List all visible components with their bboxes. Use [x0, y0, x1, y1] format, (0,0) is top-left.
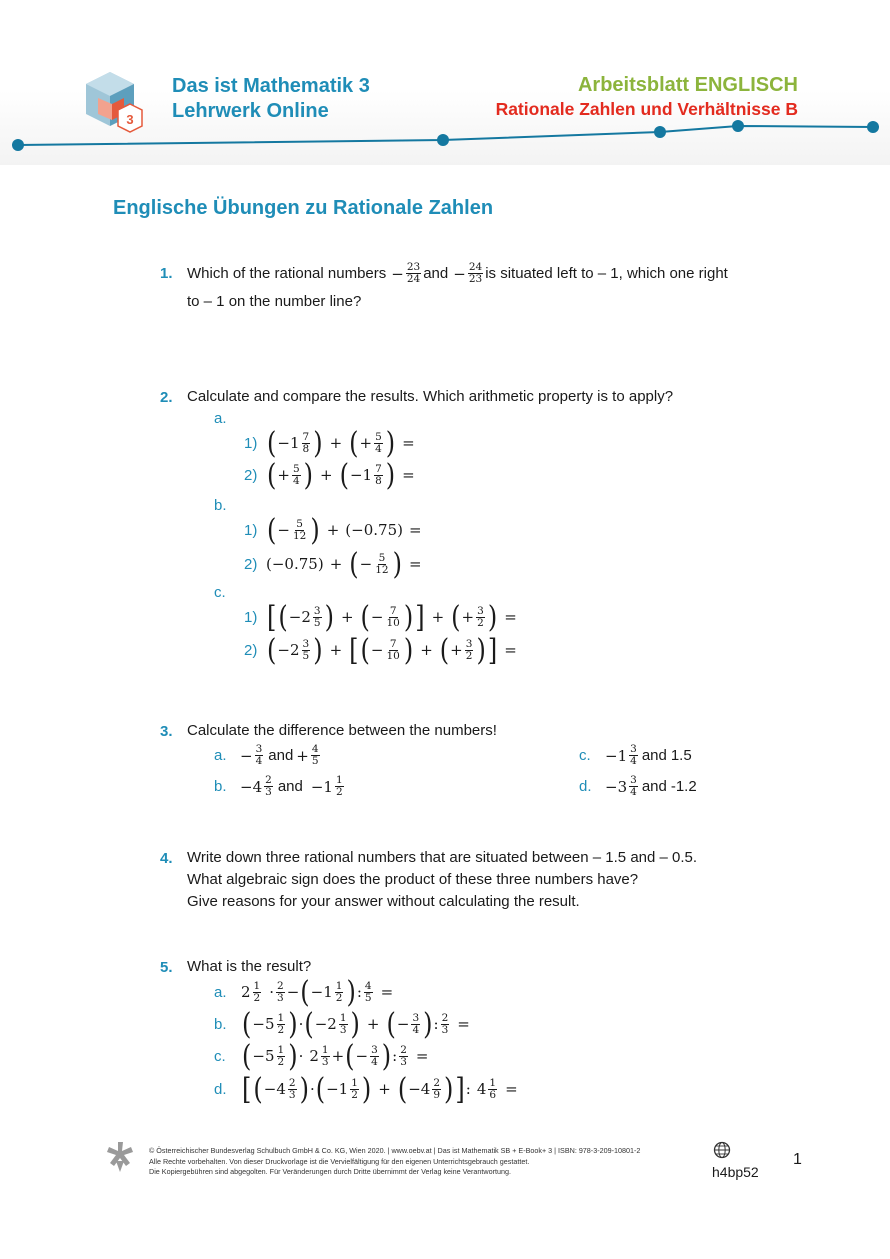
sub-label: d. [579, 778, 592, 795]
math-expression: ( − $\frac{5}{12}$ ) + ( −0.75 ) = [267, 512, 422, 548]
math-expression: ( −0.75 ) + ( − $\frac{5}{12}$ ) = [266, 546, 422, 582]
operator: + [366, 1015, 380, 1033]
numerator: 3 [630, 774, 637, 786]
worksheet-topic: Rationale Zahlen und Verhältnisse B [495, 99, 798, 119]
task-4-line3: Give reasons for your answer without calculating the result. [187, 893, 580, 910]
numerator: 1 [321, 1043, 329, 1056]
denominator: 2 [477, 616, 484, 629]
task-3c [579, 744, 692, 767]
fraction [468, 262, 483, 285]
task-4-line2: What algebraic sign does the product of these three numbers have? [187, 871, 639, 888]
equals-sign: = [402, 434, 415, 452]
denominator: 2 [277, 1023, 285, 1036]
whole-number: −5 [252, 1015, 275, 1033]
whole-number: −3 [605, 777, 628, 796]
fraction [629, 775, 638, 798]
copyright-line: © Österreichischer Bundesverlag Schulbuch GmbH & Co. KG, Wien 2020. | www.oebv.at | Das ist Mathematik SB + E-Book+ 3 | ISBN: 978-3-209-10801-2 [149, 1146, 641, 1155]
operator: + [329, 434, 343, 452]
denominator: 5 [364, 991, 372, 1004]
fraction [385, 606, 400, 629]
denominator: 10 [386, 649, 400, 662]
sign: − [370, 641, 384, 659]
operator: + [320, 466, 333, 484]
globe-icon[interactable] [713, 1141, 733, 1161]
numerator: 3 [477, 604, 484, 617]
task-5c [214, 1038, 429, 1074]
equals-sign: = [408, 521, 422, 539]
copyright-line: Alle Rechte vorbehalten. Von dieser Druckvorlage ist die Vervielfältigung für den eigenen Unterrichtsgebrauch gestattet. [149, 1156, 530, 1166]
equals-sign: = [504, 608, 517, 626]
fraction [370, 1045, 379, 1068]
whole-number: −4 [263, 1080, 286, 1098]
operator: · [269, 983, 275, 1001]
decimal-number: −0.75 [271, 555, 318, 573]
sign: − [355, 1047, 369, 1065]
whole-number: −2 [277, 641, 300, 659]
math-expression: 2 $\frac{1}{2}$ · $\frac{2}{3}$ − ( −1 $\frac{1}{2}$ ) : $\frac{4}{5}$ = [241, 974, 394, 1010]
denominator: 12 [292, 529, 307, 542]
task-5b [214, 1006, 470, 1042]
task-5-heading [160, 956, 311, 978]
equals-sign: = [457, 1015, 470, 1033]
task-text: Calculate and compare the results. Which arithmetic property is to apply? [187, 388, 674, 405]
expression-2b1 [244, 512, 422, 548]
sign: + [277, 466, 290, 484]
timeline-dot [12, 139, 24, 151]
sign: − [240, 746, 253, 765]
fraction [374, 432, 383, 455]
task-3-heading [160, 720, 497, 742]
operator: · [298, 1015, 304, 1033]
fraction [339, 1013, 348, 1036]
item-label: 2) [244, 555, 258, 573]
numerator: 2 [433, 1076, 441, 1089]
task-1-line1 [160, 262, 728, 285]
sub-label: b. [214, 1015, 227, 1033]
sign: − [370, 608, 384, 626]
operator: : [392, 1047, 398, 1065]
numerator: 1 [351, 1076, 358, 1089]
task-text: Which of the rational numbers [187, 264, 387, 282]
fraction [313, 606, 322, 629]
denominator: 2 [253, 991, 261, 1004]
denominator: 3 [321, 1055, 329, 1068]
equals-sign: = [380, 983, 394, 1001]
item-label: 1) [244, 521, 258, 539]
equals-sign: = [504, 641, 517, 659]
fraction [335, 981, 344, 1004]
fraction [302, 639, 311, 662]
denominator: 2 [335, 991, 343, 1004]
whole-number: −1 [310, 983, 333, 1001]
task-number: 2. [160, 388, 173, 406]
and-word: and [641, 777, 667, 795]
math-expression [296, 744, 321, 767]
math-expression: ( −5 $\frac{1}{2}$ ) · ( −2 $\frac{1}{3}$ ) + ( − $\frac{3}{4}$ ) : $\frac{2}{3}$ = [242, 1006, 470, 1042]
fraction [411, 1013, 420, 1036]
task-3a [214, 744, 322, 767]
numerator: 7 [375, 462, 382, 475]
expression-2b2 [244, 546, 422, 582]
numerator: 1 [253, 979, 261, 992]
whole-number: −1 [349, 466, 373, 484]
fraction [399, 1045, 408, 1068]
fraction [277, 1013, 286, 1036]
denominator: 3 [400, 1055, 407, 1068]
item-label: 1) [244, 434, 258, 452]
operator: + [431, 608, 445, 626]
value: -1.2 [670, 777, 697, 795]
operator: + [326, 521, 340, 539]
sign: − [359, 555, 373, 573]
expression-2c1 [244, 599, 517, 635]
and-word: and [268, 746, 294, 764]
math-expression: ( −5 $\frac{1}{2}$ ) · 2 $\frac{1}{3}$ + ( − $\frac{3}{4}$ ) : $\frac{2}{3}$ = [242, 1038, 429, 1074]
denominator: 4 [630, 755, 637, 767]
task-2-heading [160, 386, 673, 408]
numerator: 3 [465, 637, 473, 650]
operator: + [329, 555, 343, 573]
fraction [277, 1045, 286, 1068]
sub-label: c. [579, 747, 591, 764]
sign: − [277, 521, 290, 539]
numerator: 2 [277, 979, 284, 992]
numerator: 5 [296, 517, 303, 530]
task-number: 1. [160, 265, 173, 282]
denominator: 5 [302, 649, 310, 662]
numerator: 7 [389, 604, 397, 617]
task-number: 4. [160, 849, 173, 867]
numerator: 3 [412, 1011, 420, 1024]
task-text: Calculate the difference between the numbers! [187, 722, 497, 739]
equals-sign: = [402, 466, 415, 484]
sign: − [453, 264, 466, 283]
page-number: 1 [793, 1151, 802, 1168]
fraction-expression [453, 262, 485, 285]
numerator: 1 [489, 1076, 497, 1089]
denominator: 8 [302, 442, 310, 455]
denominator: 4 [412, 1023, 420, 1036]
task-3d [579, 775, 697, 798]
fraction [629, 744, 638, 767]
publisher-logo-icon [104, 1141, 136, 1173]
numerator: 1 [335, 979, 343, 992]
numerator: 5 [378, 551, 386, 564]
book-title-line1: Das ist Mathematik 3 [172, 75, 370, 97]
math-expression [605, 744, 640, 767]
whole-number: −2 [314, 1015, 337, 1033]
operator: + [329, 641, 343, 659]
fraction [255, 744, 264, 767]
whole-number: −5 [252, 1047, 275, 1065]
numerator: 7 [389, 637, 397, 650]
denominator: 8 [375, 474, 382, 487]
denominator: 4 [255, 755, 263, 767]
whole-number: −1 [277, 434, 300, 452]
numerator: 2 [400, 1043, 407, 1056]
item-label: 2) [244, 641, 258, 659]
operator: : [433, 1015, 439, 1033]
timeline-dot [732, 120, 744, 132]
whole-number: −1 [326, 1080, 349, 1098]
denominator: 12 [375, 563, 389, 576]
equals-sign: = [505, 1080, 518, 1098]
sign: + [359, 434, 373, 452]
value: 1.5 [670, 746, 692, 764]
math-expression: ( −2 $\frac{3}{5}$ ) + [ ( − $\frac{7}{10}$ ) + ( + $\frac{3}{2}$ ) ] = [267, 632, 517, 668]
denominator: 3 [277, 991, 284, 1004]
task-1-line2: to – 1 on the number line? [187, 293, 362, 310]
operator: − [286, 983, 300, 1001]
denominator: 10 [386, 616, 400, 629]
page-heading: Englische Übungen zu Rationale Zahlen [113, 197, 494, 219]
fraction [465, 639, 474, 662]
denominator: 4 [292, 474, 300, 487]
operator: + [420, 641, 433, 659]
equals-sign: = [408, 555, 422, 573]
expression-2c2 [244, 632, 517, 668]
math-expression: ( −1 $\frac{7}{8}$ ) + ( + $\frac{5}{4}$ ) = [267, 425, 415, 461]
denominator: 2 [277, 1055, 285, 1068]
fraction-expression [391, 262, 423, 285]
book-title-line2: Lehrwerk Online [172, 100, 329, 122]
task-text: What is the result? [187, 958, 312, 975]
fraction [276, 981, 285, 1004]
sub-label: a. [214, 983, 227, 1001]
fraction [321, 1045, 330, 1068]
operator: : [465, 1080, 471, 1098]
whole-number: −4 [240, 777, 263, 796]
fraction [364, 981, 373, 1004]
fraction [476, 606, 485, 629]
timeline-dot [867, 121, 879, 133]
denominator: 3 [339, 1023, 347, 1036]
fraction [292, 519, 307, 542]
operator: : [356, 983, 362, 1001]
fraction [432, 1078, 441, 1101]
whole-number: −1 [310, 777, 333, 796]
logo-number: 3 [126, 112, 134, 127]
denominator: 3 [441, 1023, 449, 1036]
operator: · [309, 1080, 315, 1098]
denominator: 3 [265, 786, 272, 798]
expression-2a1 [244, 425, 415, 461]
numerator: 2 [288, 1076, 296, 1089]
numerator: 1 [339, 1011, 347, 1024]
whole-number: 2 [309, 1047, 319, 1065]
item-label: 1) [244, 608, 258, 626]
task-5a [214, 974, 394, 1010]
numerator: 2 [265, 774, 272, 786]
numerator: 24 [468, 261, 483, 273]
math-expression: [ ( −4 $\frac{2}{3}$ ) · ( −1 $\frac{1}{2}$ ) + ( −4 $\frac{2}{9}$ ) ] : 4 $\frac{1}{6}$ = [242, 1071, 518, 1107]
numerator: 1 [277, 1043, 285, 1056]
numerator: 3 [371, 1043, 378, 1056]
sign: + [461, 608, 475, 626]
and-word: and [641, 746, 667, 764]
copyright-notice [149, 1146, 640, 1178]
fraction [288, 1078, 297, 1101]
sub-label: d. [214, 1080, 227, 1098]
math-expression: [ ( −2 $\frac{3}{5}$ ) + ( − $\frac{7}{10}$ ) ] + ( + $\frac{3}{2}$ ) = [267, 599, 517, 635]
numerator: 5 [292, 462, 300, 475]
denominator: 23 [468, 273, 483, 285]
math-expression [240, 744, 265, 767]
fraction [253, 981, 262, 1004]
whole-number: 4 [476, 1080, 487, 1098]
operator: · [298, 1047, 304, 1065]
sign: + [296, 746, 309, 765]
numerator: 3 [630, 743, 637, 755]
math-expression: ( + $\frac{5}{4}$ ) + ( −1 $\frac{7}{8}$ ) = [267, 457, 415, 493]
task-4-line1 [160, 847, 697, 869]
fraction [292, 464, 301, 487]
sign: + [450, 641, 463, 659]
worksheet-type: Arbeitsblatt ENGLISCH [577, 74, 798, 96]
denominator: 2 [465, 649, 473, 662]
fraction [311, 744, 320, 767]
numerator: 3 [255, 743, 263, 755]
sub-label: b. [214, 778, 227, 795]
task-5d [214, 1071, 518, 1107]
fraction [374, 553, 389, 576]
task-3b [214, 775, 346, 798]
item-label: 2) [244, 466, 258, 484]
denominator: 4 [630, 786, 637, 798]
decimal-number: −0.75 [351, 521, 398, 539]
numerator: 1 [277, 1011, 285, 1024]
and-word: and [277, 777, 303, 795]
denominator: 2 [351, 1088, 358, 1101]
whole-number: −2 [288, 608, 311, 626]
fraction [385, 639, 400, 662]
fraction [264, 775, 273, 798]
and-word: and [423, 264, 449, 282]
equals-sign: = [415, 1047, 429, 1065]
fraction [350, 1078, 359, 1101]
fraction [441, 1013, 450, 1036]
sub-label: b. [214, 497, 227, 514]
sign: − [396, 1015, 410, 1033]
task-text: Write down three rational numbers that are situated between – 1.5 and – 0.5. [187, 849, 698, 866]
denominator: 24 [406, 273, 421, 285]
numerator: 1 [335, 774, 343, 786]
sub-label: a. [214, 410, 227, 427]
operator: + [378, 1080, 391, 1098]
numerator: 23 [406, 261, 421, 273]
numerator: 4 [364, 979, 372, 992]
operator: + [340, 608, 354, 626]
denominator: 5 [313, 616, 321, 629]
fraction [335, 775, 344, 798]
denominator: 6 [489, 1088, 497, 1101]
sign: − [391, 264, 404, 283]
timeline-dot [654, 126, 666, 138]
sub-label: c. [214, 584, 226, 601]
denominator: 9 [433, 1088, 441, 1101]
timeline-dot [437, 134, 449, 146]
fraction [406, 262, 421, 285]
numerator: 2 [441, 1011, 449, 1024]
header-timeline [0, 115, 890, 160]
task-text: is situated left to – 1, which one right [485, 264, 728, 282]
numerator: 7 [302, 430, 310, 443]
denominator: 3 [288, 1088, 296, 1101]
math-expression [311, 775, 346, 798]
copyright-line: Die Kopiergebühren sind abgegolten. Für Veränderungen durch Dritte übernimmt der Verlag keine Verantwortung. [149, 1167, 511, 1176]
fraction [374, 464, 383, 487]
task-number: 5. [160, 958, 173, 976]
fraction [488, 1078, 497, 1101]
fraction [302, 432, 311, 455]
denominator: 5 [311, 755, 319, 767]
sub-label: c. [214, 1047, 226, 1065]
online-code[interactable]: h4bp52 [712, 1164, 759, 1180]
denominator: 2 [335, 786, 343, 798]
whole-number: 2 [241, 983, 251, 1001]
numerator: 4 [311, 743, 319, 755]
denominator: 4 [371, 1055, 378, 1068]
whole-number: −1 [605, 746, 628, 765]
math-expression [605, 775, 640, 798]
sub-label: a. [214, 747, 227, 764]
numerator: 3 [313, 604, 321, 617]
denominator: 4 [375, 442, 382, 455]
numerator: 3 [302, 637, 310, 650]
numerator: 5 [375, 430, 382, 443]
expression-2a2 [244, 457, 415, 493]
task-number: 3. [160, 722, 173, 740]
whole-number: −4 [408, 1080, 431, 1098]
operator: + [331, 1047, 345, 1065]
math-expression [240, 775, 275, 798]
